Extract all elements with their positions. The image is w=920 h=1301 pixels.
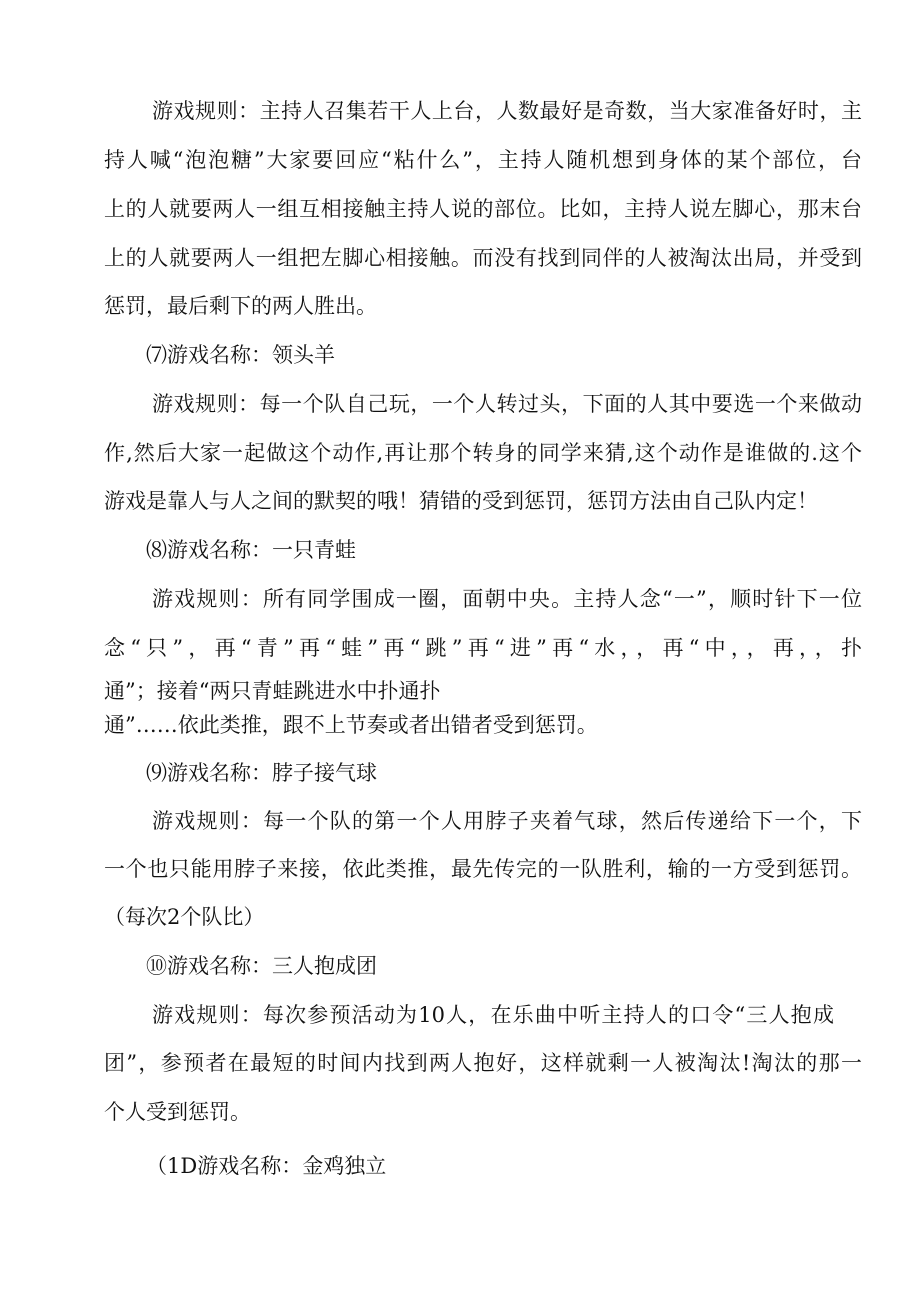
section-heading: ⑩游戏名称：三人抱成团 [146, 954, 377, 978]
paragraph-line: 游戏规则：所有同学围成一圈，面朝中央。主持人念“一”，顺时针下一位 [152, 587, 862, 611]
paragraph-line: 一个也只能用脖子来接，依此类推，最先传完的一队胜利，输的一方受到惩罚。 [104, 857, 862, 881]
paragraph-line: 惩罚，最后剩下的两人胜出。 [104, 294, 377, 318]
section-heading: ⑻游戏名称：一只青蛙 [146, 538, 356, 562]
paragraph-line: 上的人就要两人一组把左脚心相接触。而没有找到同伴的人被淘汰出局，并受到 [104, 246, 862, 270]
paragraph-line: 通”；接着“两只青蛙跳进水中扑通扑 [104, 679, 441, 703]
paragraph-line: 团”，参预者在最短的时间内找到两人抱好，这样就剩一人被淘汰!淘汰的那一 [104, 1051, 862, 1075]
paragraph-line: 个人受到惩罚。 [104, 1100, 251, 1124]
section-heading: ⑼游戏名称：脖子接气球 [146, 761, 377, 785]
section-heading: ⑺游戏名称：领头羊 [146, 343, 335, 367]
paragraph-line: 上的人就要两人一组互相接触主持人说的部位。比如，主持人说左脚心，那末台 [104, 197, 862, 221]
paragraph-line: 游戏规则：每次参预活动为10人，在乐曲中听主持人的口令“三人抱成 [152, 1003, 834, 1027]
paragraph-line: 游戏规则：每一个队的第一个人用脖子夹着气球，然后传递给下一个，下 [152, 809, 862, 833]
paragraph-line: 念“只”，再“青”再“蛙”再“跳”再“进”再“水，，再“中，，再，，扑 [104, 636, 862, 660]
paragraph-line: 持人喊“泡泡糖”大家要回应“粘什么”，主持人随机想到身体的某个部位，台 [104, 148, 862, 172]
paragraph-line: 作,然后大家一起做这个动作,再让那个转身的同学来猜,这个动作是谁做的.这个 [104, 441, 862, 465]
paragraph-line: 游戏是靠人与人之间的默契的哦！猜错的受到惩罚，惩罚方法由自己队内定！ [104, 489, 818, 513]
paragraph-line: （每次2个队比） [104, 905, 265, 929]
section-heading: （1D游戏名称：金鸡独立 [146, 1154, 387, 1178]
paragraph-line: 游戏规则：每一个队自己玩，一个人转过头，下面的人其中要选一个来做动 [152, 392, 862, 416]
paragraph-line: 游戏规则：主持人召集若干人上台，人数最好是奇数，当大家准备好时，主 [152, 99, 862, 123]
paragraph-line: 通”……依此类推，跟不上节奏或者出错者受到惩罚。 [104, 713, 598, 737]
